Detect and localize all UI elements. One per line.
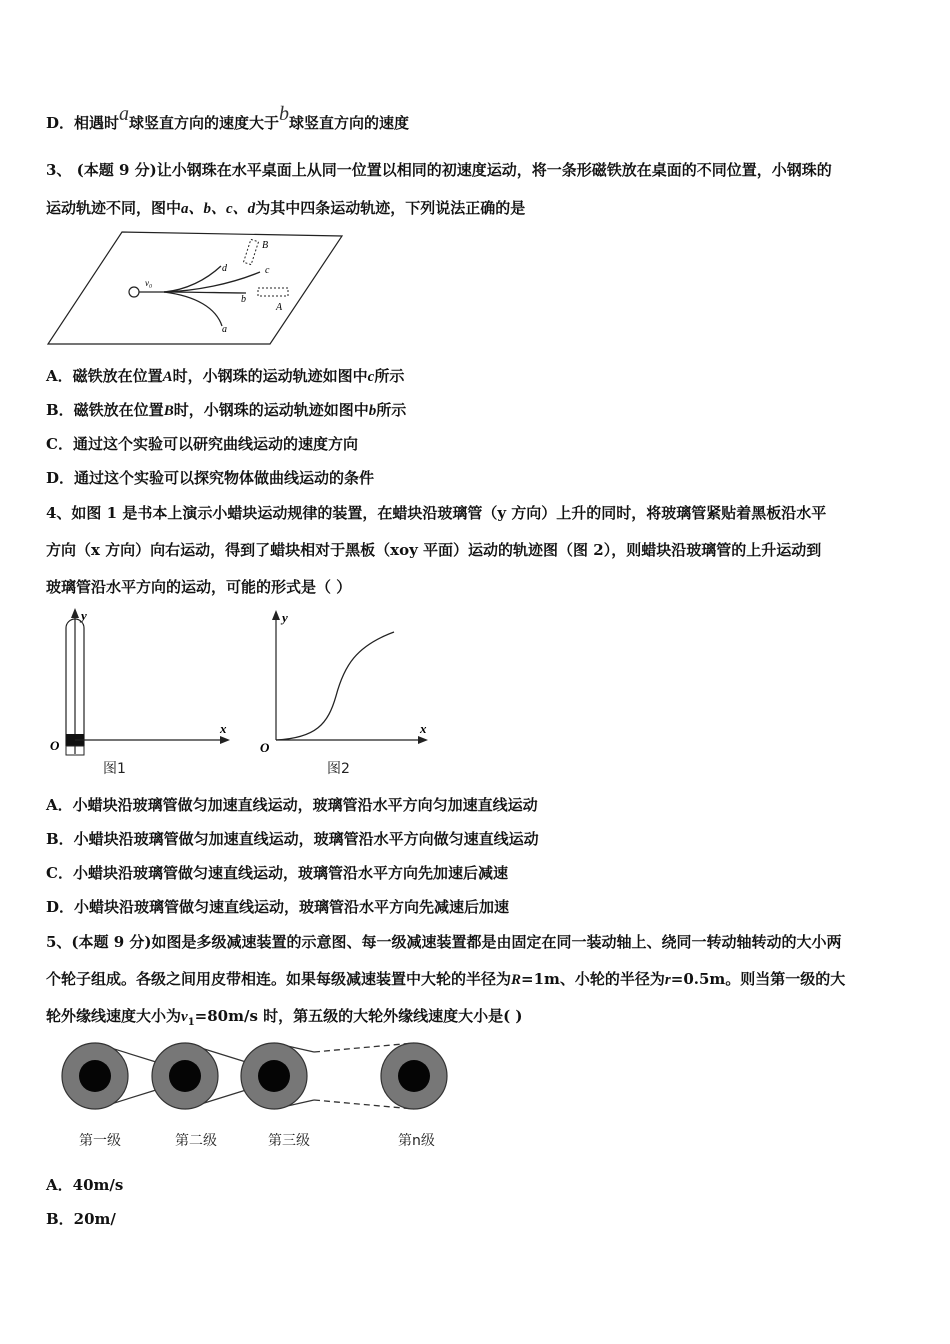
q3-option-b-mid: 时，小钢珠的运动轨迹如图中 [173, 401, 369, 419]
q5-gear-figure [56, 1040, 456, 1112]
q2-option-d-prefix: D．相遇时 [46, 114, 120, 132]
fig2-x-arrow [418, 736, 428, 744]
q3-option-a [46, 366, 404, 387]
fig1-caption: 图1 [103, 761, 126, 777]
q3-option-b [46, 400, 406, 421]
q3-stem-vars: a、b、c、d [181, 201, 256, 217]
fig1-origin-label: O [50, 738, 60, 753]
q5-stem-line1: 5、(本题 9 分)如图是多级减速装置的示意图、每一级减速装置都是由固定在同一装动轴上、绕同一转动轴转动的大小两 [46, 933, 842, 951]
fig2-x-label: x [420, 721, 427, 736]
wheel-stage-3 [241, 1043, 307, 1109]
fig1-x-arrow [220, 736, 230, 744]
fig1-y-label: y [81, 608, 87, 623]
q5-stem-line2-post: =0.5m。则当第一级的大 [670, 970, 846, 988]
stage-label-n: 第n级 [398, 1133, 435, 1149]
label-c: c [265, 265, 270, 276]
q3-stem-line1: 3、 (本题 9 分)让小钢珠在水平桌面上从同一位置以相同的初速度运动，将一条形磁铁放在桌面的不同位置，小钢珠的 [46, 161, 832, 179]
q5-option-b: B．20m/ [46, 1210, 116, 1228]
q4-stem-line3: 玻璃管沿水平方向的运动，可能的形式是（ ） [46, 578, 352, 596]
q5-stem-line3 [46, 1006, 523, 1033]
stage-label-3: 第三级 [268, 1133, 310, 1149]
q2-option-d-mid: 球竖直方向的速度大于 [129, 114, 280, 132]
fig2-caption: 图2 [327, 761, 350, 777]
stage-label-1: 第一级 [79, 1133, 121, 1149]
q2-option-d-suffix: 球竖直方向的速度 [289, 114, 410, 132]
q4-option-c: C．小蜡块沿玻璃管做匀速直线运动，玻璃管沿水平方向先加速后减速 [46, 864, 508, 882]
q3-stem-line2 [46, 198, 525, 219]
v0-label: v₀ [145, 278, 153, 288]
fig1-y-arrow [71, 608, 79, 618]
trajectory-curve [276, 632, 394, 740]
magnet-position-b [243, 239, 258, 264]
q5-stem-line2-pre: 个轮子组成。各级之间用皮带相连。如果每级减速装置中大轮的半径为 [46, 970, 512, 988]
start-point [129, 287, 139, 297]
trajectory-a [164, 292, 222, 326]
label-d: d [222, 263, 227, 274]
var-v: v [181, 1009, 188, 1025]
var-A: A [162, 369, 173, 385]
q3-option-c: C．通过这个实验可以研究曲线运动的速度方向 [46, 435, 358, 453]
q3-option-a-post: 所示 [374, 367, 405, 385]
q3-option-d: D．通过这个实验可以探究物体做曲线运动的条件 [46, 469, 375, 487]
q5-stem-line2-mid: =1m、小轮的半径为 [521, 970, 665, 988]
q3-magnet-figure [46, 228, 346, 350]
trajectory-d [164, 266, 221, 292]
wheel-stage-n [381, 1043, 447, 1109]
q4-option-a: A．小蜡块沿玻璃管做匀加速直线运动，玻璃管沿水平方向匀加速直线运动 [46, 796, 538, 814]
fig2-y-arrow [272, 610, 280, 620]
q4-stem-line2: 方向（x 方向）向右运动，得到了蜡块相对于黑板（xoy 平面）运动的轨迹图（图 2），则蜡块沿玻璃管的上升运动到 [46, 541, 822, 559]
q4-figure-1 [44, 606, 244, 758]
wheel-stage-1 [62, 1043, 128, 1109]
var-b: b [368, 403, 377, 419]
var-c: c [367, 369, 375, 385]
var-B: B [163, 403, 174, 419]
var-R: R [511, 972, 522, 988]
fig2-origin-label: O [260, 740, 270, 755]
q3-stem-line2-post: 为其中四条运动轨迹，下列说法正确的是 [255, 199, 526, 217]
var-a: a [119, 103, 130, 125]
q5-stem-line3-pre: 轮外缘线速度大小为 [46, 1007, 182, 1025]
q5-stem-line2 [46, 969, 845, 990]
table-surface [48, 232, 342, 344]
var-b: b [279, 103, 290, 125]
q5-option-a: A．40m/s [46, 1176, 124, 1194]
q3-option-b-post: 所示 [376, 401, 407, 419]
fig1-x-label: x [220, 721, 227, 736]
q3-option-b-pre: B．磁铁放在位置 [46, 401, 164, 419]
label-A: A [276, 302, 283, 313]
var-r: r [664, 972, 671, 988]
q5-stem-line3-post: =80m/s 时，第五级的大轮外缘线速度大小是( ) [194, 1007, 523, 1025]
q4-option-b: B．小蜡块沿玻璃管做匀加速直线运动，玻璃管沿水平方向做匀速直线运动 [46, 830, 539, 848]
fig2-y-label: y [282, 610, 288, 625]
q4-stem-line1: 4、如图 1 是书本上演示小蜡块运动规律的装置，在蜡块沿玻璃管（y 方向）上升的同时，将玻璃管紧贴着黑板沿水平 [46, 504, 827, 522]
q4-figure-2 [256, 606, 446, 758]
wheel-stage-2 [152, 1043, 218, 1109]
var-v-subscript: 1 [187, 1017, 195, 1028]
label-B: B [262, 240, 269, 251]
q4-option-d: D．小蜡块沿玻璃管做匀速直线运动，玻璃管沿水平方向先减速后加速 [46, 898, 510, 916]
q3-option-a-pre: A．磁铁放在位置 [46, 367, 163, 385]
q3-option-a-mid: 时，小钢珠的运动轨迹如图中 [172, 367, 368, 385]
magnet-position-a [258, 288, 288, 296]
trajectory-b [164, 292, 246, 293]
q3-stem-line2-pre: 运动轨迹不同，图中 [46, 199, 182, 217]
label-b: b [241, 294, 246, 305]
label-a: a [222, 324, 227, 335]
q2-option-d [46, 103, 410, 133]
stage-label-2: 第二级 [175, 1133, 217, 1149]
